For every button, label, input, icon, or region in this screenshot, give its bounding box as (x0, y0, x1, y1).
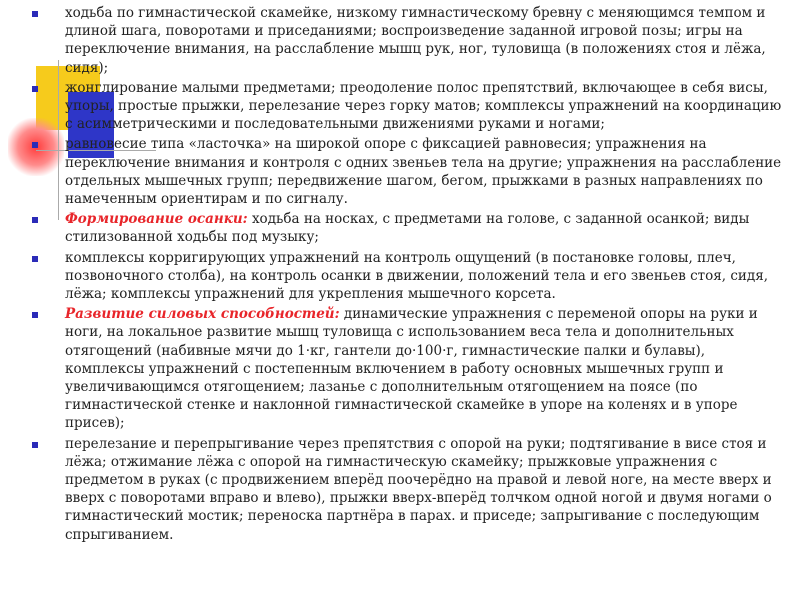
list-item (32, 249, 782, 304)
item-text: ходьба на носках, с предметами на голове, с заданной осанкой; виды стилизованной ходьбы под музыку; (65, 211, 750, 246)
bullet-icon (32, 217, 38, 223)
bullet-icon (32, 11, 38, 17)
list-item (32, 4, 782, 77)
item-text: жонглирование малыми предметами; преодоление полос препятствий, включающее в себя висы, упоры, простые прыжки, перелезание через горку матов; комплексы упражнений на координацию с асимметрическими и последовательными движениями руками и ногами; (65, 79, 782, 133)
bullet-icon (32, 86, 38, 92)
bullet-icon (32, 142, 38, 148)
bullet-icon (32, 256, 38, 262)
list-item (32, 305, 782, 432)
item-text: равновесие типа «ласточка» на широкой опоре с фиксацией равновесия; упражнения на переключение внимания и контроля с одних звеньев тела на другие; упражнения на расслабление отдельных мышечных групп; передвижение шагом, бегом, прыжками в разных направлениях по намеченным ориентирам и по сигналу. (65, 136, 782, 208)
list-item (32, 210, 782, 246)
section-heading: Формирование осанки: (65, 211, 248, 228)
list-item (32, 79, 782, 134)
item-text: комплексы корригирующих упражнений на контроль ощущений (в постановке головы, плеч, позвоночного столба), на контроль осанки в движении, положений тела и его звеньев стоя, сидя, лёжа; комплексы упражнений для укрепления мышечного корсета. (65, 249, 769, 303)
item-text: ходьба по гимнастической скамейке, низкому гимнастическому бревну с меняющимся темпом и длиной шага, поворотами и приседаниями; воспроизведение заданной игровой позы; игры на переключение внимания, на расслабление мышц рук, ног, туловища (в положениях стоя и лёжа, сидя); (65, 5, 766, 76)
item-text: динамические упражнения с переменой опоры на руки и ноги, на локальное развитие мышц туловища с использованием веса тела и дополнительных отягощений (набивные мячи до 1·кг, гантели до·100·г, гимнастические палки и булавы), комплексы упражнений с постепенным включением в работу основных мышечных групп и увеличивающимся отягощением; лазанье с дополнительным отягощением на поясе (по гимнастической стенке и наклонной гимнастической скамейке в упоре на коленях и в упоре присев); (65, 306, 758, 432)
slide-content (32, 4, 782, 546)
bullet-icon (32, 312, 38, 318)
section-heading: Развитие силовых способностей: (65, 306, 340, 323)
bullet-icon (32, 442, 38, 448)
list-item (32, 135, 782, 208)
list-item (32, 435, 782, 544)
item-text: перелезание и перепрыгивание через препятствия с опорой на руки; подтягивание в висе стоя и лёжа; отжимание лёжа с опорой на гимнастическую скамейку; прыжковые упражнения с предметом в руках (с продвижением вперёд поочерёдно на правой и левой ноге, на месте вверх и вверх с поворотами вправо и влево), прыжки вверх-вперёд толчком одной ногой и двумя ногами о гимнастический мостик; переноска партнёра в парах. и приседе; запрыгивание с последующим спрыгиванием. (65, 435, 772, 543)
